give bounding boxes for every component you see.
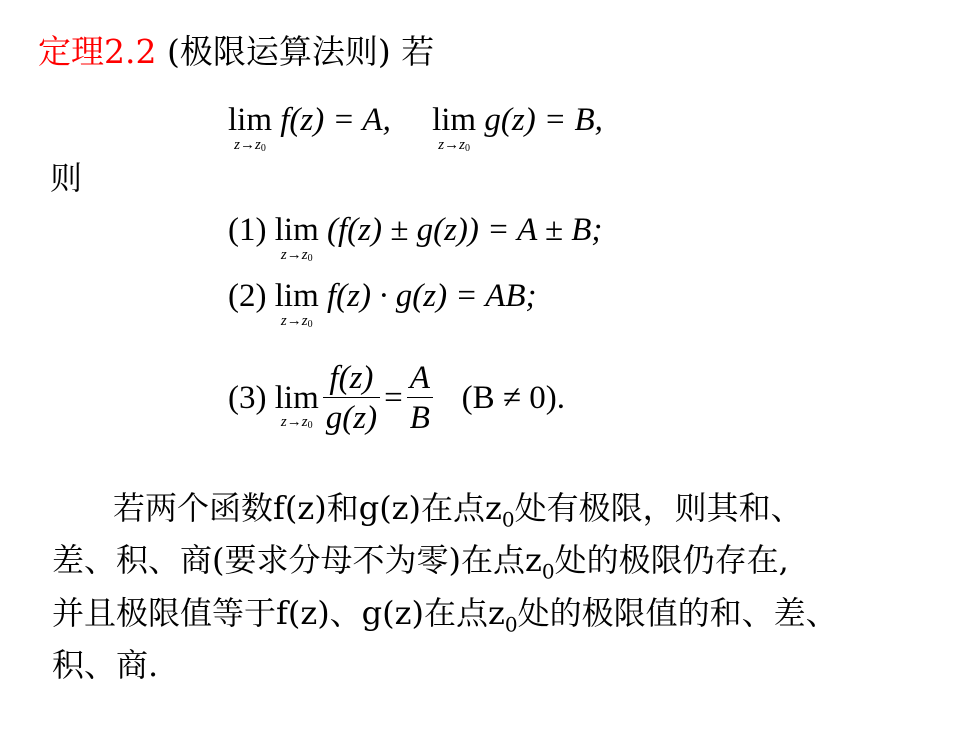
result-1: (1) lim $z\to z_0$ (f(z) ± g(z)) = A ± B; bbox=[228, 212, 603, 264]
limit-operator: lim $z\to z_0$ bbox=[274, 212, 319, 264]
fraction-lhs: $\frac{f(z)}{g(z)}$ bbox=[323, 359, 380, 438]
condition-right: g(z) = B, bbox=[484, 102, 603, 138]
theorem-heading bbox=[38, 30, 434, 74]
theorem-condition bbox=[228, 100, 603, 154]
theorem-label: 定理2.2 bbox=[38, 32, 157, 71]
limit-operator: lim $z\to z_0$ bbox=[228, 102, 273, 154]
condition-left: f(z) = A, bbox=[280, 102, 391, 138]
theorem-name: (极限运算法则) bbox=[166, 32, 391, 71]
theorem-if: 若 bbox=[401, 32, 435, 71]
result-3: (3) lim $z\to z_0$ $\frac{f(z)}{g(z)}$ = $\frac{A}{B}$ (B ≠ 0). bbox=[228, 359, 565, 436]
result-2: (2) lim $z\to z_0$ f(z) · g(z) = AB; bbox=[228, 278, 537, 330]
limit-operator: lim $z\to z_0$ bbox=[432, 102, 477, 154]
explanation-paragraph: 若两个函数f(z)和g(z)在点$z_0$处有极限，则其和、 差、积、商(要求分母不为零)在点$z_0$处的极限仍存在, 并且极限值等于f(z)、g(z)在点$z_0$处的极限值的和、差、 积、商. bbox=[52, 489, 838, 685]
limit-operator: lim $z\to z_0$ bbox=[274, 278, 319, 330]
then-word: 则 bbox=[50, 159, 83, 197]
limit-operator: lim $z\to z_0$ bbox=[274, 379, 319, 431]
fraction-rhs: $\frac{A}{B}$ bbox=[407, 359, 433, 438]
result-3-note: (B ≠ 0). bbox=[461, 379, 565, 416]
